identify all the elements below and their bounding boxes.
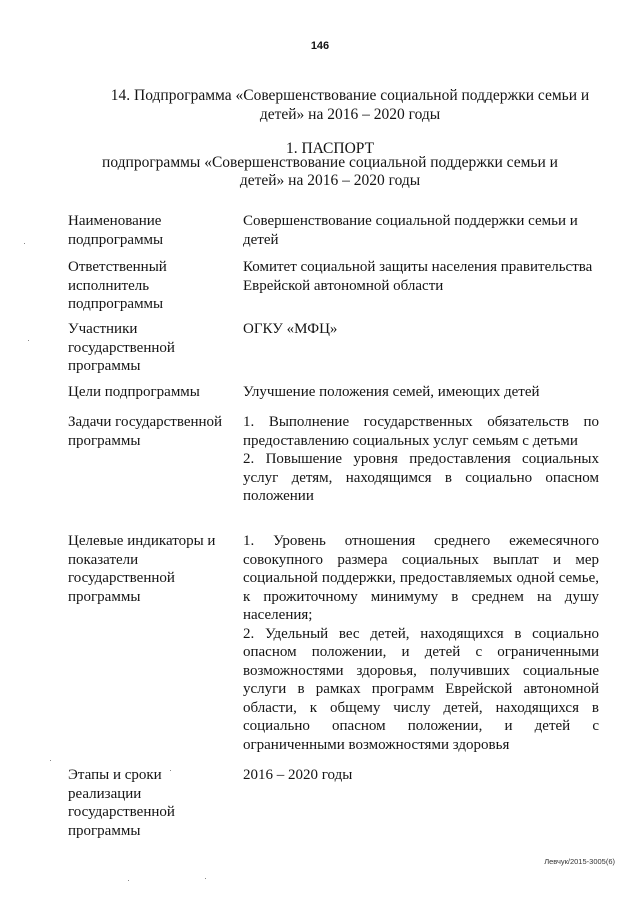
row-label: Задачи государственной программы <box>68 414 223 449</box>
row-label: Ответственный исполнитель подпрограммы <box>68 259 167 312</box>
row-value-list <box>243 532 599 754</box>
scan-speck <box>24 243 25 244</box>
row-value: Совершенствование социальной поддержки семьи и детей <box>243 213 578 248</box>
task-item: 1. Выполнение государственных обязательств по предоставлению социальных услуг семьям с детьми <box>243 414 599 449</box>
indicator-item: 2. Удельный вес детей, находящихся в социально опасном положении, и детей с ограниченными возможностями здоровья, получивших социальные услуги в рамках программ Еврейской автономной области, к общему числу детей, находящихся в социально опасном положении, и детей с ограниченными возможностями здоровья <box>243 625 599 753</box>
row-label: Наименование подпрограммы <box>68 213 164 248</box>
scan-speck <box>28 340 29 341</box>
passport-subtitle: подпрограммы «Совершенствование социальной поддержки семьи и детей» на 2016 – 2020 годы <box>102 154 558 189</box>
scan-speck <box>50 760 51 761</box>
page-number: 146 <box>310 40 330 52</box>
row-value-list <box>243 413 599 506</box>
indicator-item: 1. Уровень отношения среднего ежемесячного совокупного размера социальных выплат и мер социальной поддержки, предоставляемых одной семье, к прожиточному минимуму в среднем на душу населения; <box>243 533 599 623</box>
row-label: Участники государственной программы <box>68 321 175 374</box>
scan-speck <box>170 770 171 771</box>
footer-code: Левчук/2015-3005(6) <box>544 857 615 866</box>
row-label: Цели подпрограммы <box>68 384 200 400</box>
scan-speck <box>205 878 206 879</box>
row-value: Улучшение положения семей, имеющих детей <box>243 384 540 400</box>
passport-title: 1. ПАСПОРТ <box>285 140 375 157</box>
row-value: ОГКУ «МФЦ» <box>243 321 338 337</box>
section-title: 14. Подпрограмма «Совершенствование социальной поддержки семьи и детей» на 2016 – 2020 годы <box>110 87 590 123</box>
row-value: 2016 – 2020 годы <box>243 767 353 783</box>
task-item: 2. Повышение уровня предоставления социальных услуг детям, находящимся в социально опасном положении <box>243 451 599 504</box>
row-label: Целевые индикаторы и показатели государственной программы <box>68 533 216 605</box>
row-value: Комитет социальной защиты населения правительства Еврейской автономной области <box>243 259 593 294</box>
row-label: Этапы и сроки реализации государственной программы <box>68 767 175 839</box>
scan-speck <box>128 880 129 881</box>
